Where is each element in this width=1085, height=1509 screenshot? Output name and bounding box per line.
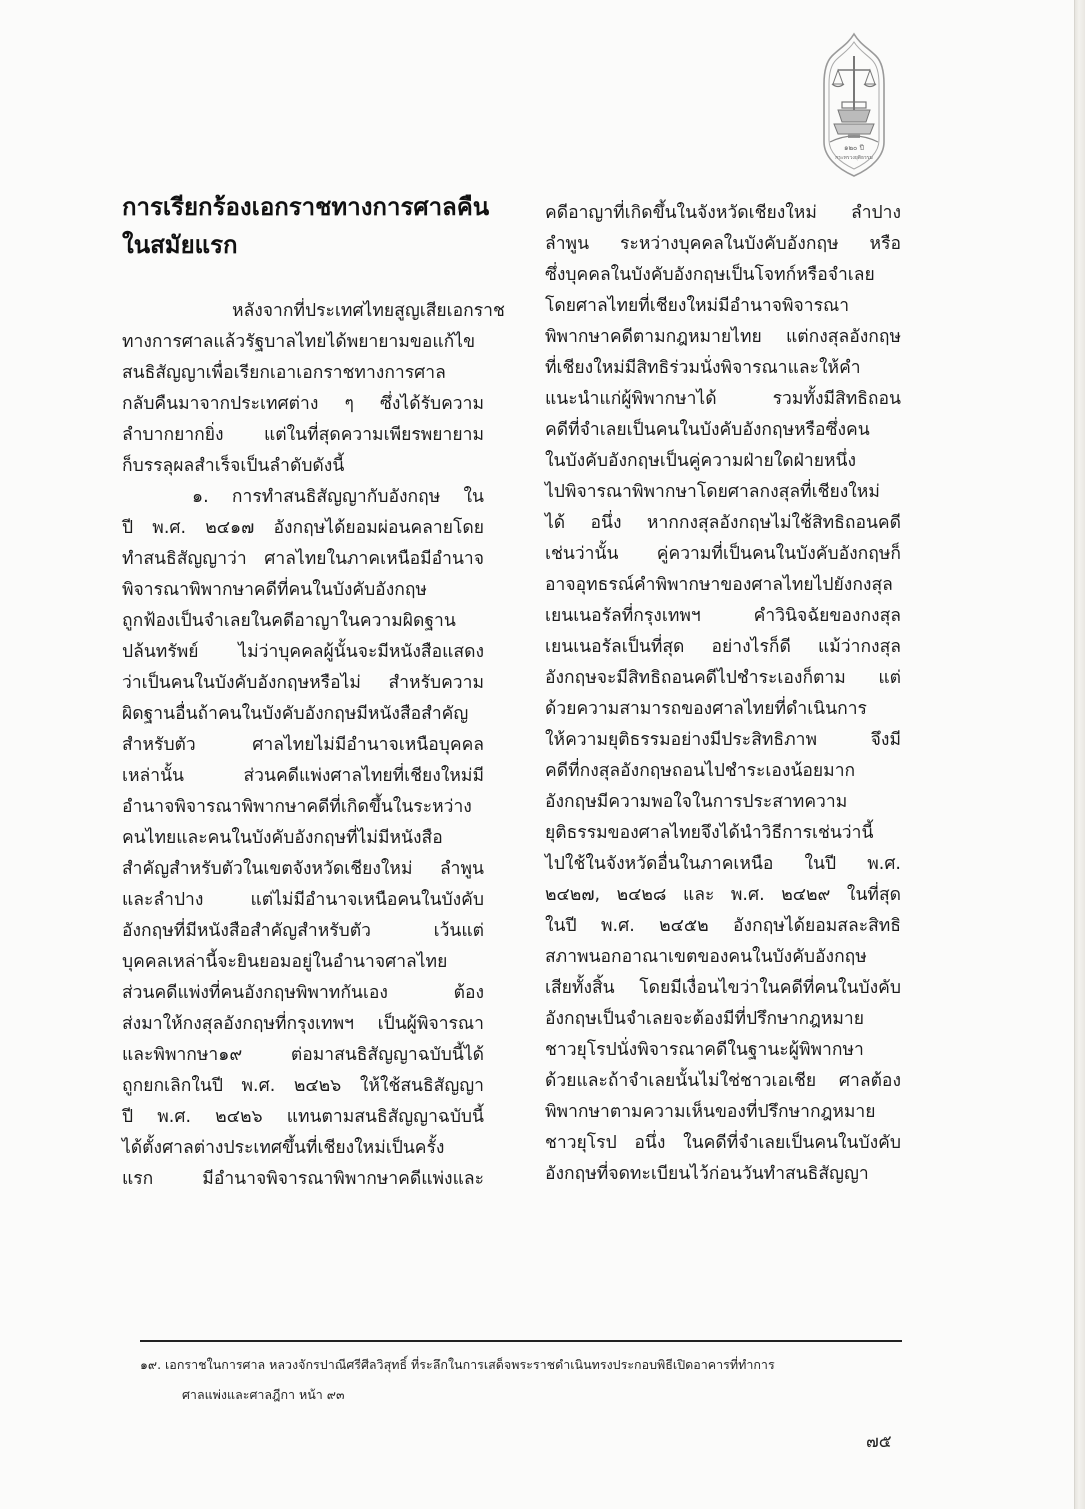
footnote-line-1: ๑๙. เอกราชในการศาล หลวงจักรปาณีศรีศีลวิสุทธิ์ ที่ระลึกในการเสด็จพระราชดำเนินทรงประกอบพิธีเปิดอาคารที่ทำการ <box>140 1357 775 1372</box>
text-line: กลับคืนมาจากประเทศต่าง ๆ ซึ่งได้รับความ <box>122 394 484 414</box>
text-line: โดยศาลไทยที่เชียงใหม่มีอำนาจพิจารณา <box>545 296 850 316</box>
text-line: เช่นว่านั้น คู่ความที่เป็นคนในบังคับอังกฤษก็ <box>545 544 901 564</box>
text-line: สภาพนอกอาณาเขตของคนในบังคับอังกฤษ <box>545 947 867 967</box>
text-line: และพิพากษา๑๙ ต่อมาสนธิสัญญาฉบับนี้ได้ <box>122 1045 484 1065</box>
right-text-column <box>545 198 901 1190</box>
text-line: คดีที่จำเลยเป็นคนในบังคับอังกฤษหรือซึ่งคน <box>545 420 870 440</box>
text-line: ยุติธรรมของศาลไทยจึงได้นำวิธีการเช่นว่านี้ <box>545 823 874 843</box>
text-line: ชาวยุโรป อนึ่ง ในคดีที่จำเลยเป็นคนในบังคับ <box>545 1133 901 1153</box>
footnote-divider <box>140 1340 902 1342</box>
text-line: อาจอุทธรณ์คำพิพากษาของศาลไทยไปยังกงสุล <box>545 575 893 595</box>
text-line: ผิดฐานอื่นถ้าคนในบังคับอังกฤษมีหนังสือสำคัญ <box>122 704 469 724</box>
text-line: ซึ่งบุคคลในบังคับอังกฤษเป็นโจทก์หรือจำเลย <box>545 265 875 285</box>
text-line: อังกฤษที่มีหนังสือสำคัญสำหรับตัว เว้นแต่ <box>122 921 484 941</box>
text-line: คนไทยและคนในบังคับอังกฤษที่ไม่มีหนังสือ <box>122 828 443 848</box>
text-line: ทางการศาลแล้วรัฐบาลไทยได้พยายามขอแก้ไข <box>122 332 476 352</box>
text-line: ส่งมาให้กงสุลอังกฤษที่กรุงเทพฯ เป็นผู้พิจารณา <box>122 1014 484 1034</box>
text-line: ไปพิจารณาพิพากษาโดยศาลกงสุลที่เชียงใหม่ <box>545 482 880 502</box>
text-line: ถูกฟ้องเป็นจำเลยในคดีอาญาในความผิดฐาน <box>122 611 456 631</box>
text-line: ด้วยและถ้าจำเลยนั้นไม่ใช่ชาวเอเชีย ศาลต้อง <box>545 1071 901 1091</box>
text-line: เสียทั้งสิ้น โดยมีเงื่อนไขว่าในคดีที่คนในบังคับ <box>545 978 901 998</box>
text-line: เหล่านั้น ส่วนคดีแพ่งศาลไทยที่เชียงใหม่มี <box>122 766 484 786</box>
text-line: หลังจากที่ประเทศไทยสูญเสียเอกราช <box>232 301 505 321</box>
text-line: ลำพูน ระหว่างบุคคลในบังคับอังกฤษ หรือ <box>545 234 901 254</box>
text-line: พิจารณาพิพากษาคดีที่คนในบังคับอังกฤษ <box>122 580 427 600</box>
text-line: ในปี พ.ศ. ๒๔๕๒ อังกฤษได้ยอมสละสิทธิ <box>545 916 901 936</box>
footnote <box>140 1350 910 1410</box>
svg-text:กระทรวงยุติธรรม: กระทรวงยุติธรรม <box>835 155 873 161</box>
text-line: ๒๔๒๗, ๒๔๒๘ และ พ.ศ. ๒๔๒๙ ในที่สุด <box>545 885 901 905</box>
text-line: ถูกยกเลิกในปี พ.ศ. ๒๔๒๖ ให้ใช้สนธิสัญญา <box>122 1076 484 1096</box>
svg-text:๑๒๐ ปี: ๑๒๐ ปี <box>844 144 864 152</box>
section-title-line-2: ในสมัยแรก <box>122 231 238 259</box>
text-line: อังกฤษจะมีสิทธิถอนคดีไปชำระเองก็ตาม แต่ <box>545 668 901 688</box>
text-line: อังกฤษเป็นจำเลยจะต้องมีที่ปรึกษากฎหมาย <box>545 1009 864 1029</box>
text-line: ชาวยุโรปนั่งพิจารณาคดีในฐานะผู้พิพากษา <box>545 1040 864 1060</box>
text-line: อังกฤษที่จดทะเบียนไว้ก่อนวันทำสนธิสัญญา <box>545 1164 869 1184</box>
page-edge-shadow <box>1074 0 1085 1509</box>
text-line: พิพากษาคดีตามกฎหมายไทย แต่กงสุลอังกฤษ <box>545 327 901 347</box>
text-line: แรก มีอำนาจพิจารณาพิพากษาคดีแพ่งและ <box>122 1169 484 1189</box>
page-number: ๗๕ <box>866 1432 892 1452</box>
text-line: ได้ อนึ่ง หากกงสุลอังกฤษไม่ใช้สิทธิถอนคดี <box>545 513 901 533</box>
text-line: แนะนำแก่ผู้พิพากษาได้ รวมทั้งมีสิทธิถอน <box>545 389 901 409</box>
text-line: ๑. การทำสนธิสัญญากับอังกฤษ ใน <box>192 487 484 507</box>
section-title-line-1: การเรียกร้องเอกราชทางการศาลคืน <box>122 193 490 221</box>
text-line: และลำปาง แต่ไม่มีอำนาจเหนือคนในบังคับ <box>122 890 484 910</box>
text-line: ลำบากยากยิ่ง แต่ในที่สุดความเพียรพยายาม <box>122 425 484 445</box>
text-line: ได้ตั้งศาลต่างประเทศขึ้นที่เชียงใหม่เป็นครั้ง <box>122 1138 445 1158</box>
text-line: ให้ความยุติธรรมอย่างมีประสิทธิภาพ จึงมี <box>545 730 901 750</box>
text-line: สำคัญสำหรับตัวในเขตจังหวัดเชียงใหม่ ลำพูน <box>122 859 484 879</box>
text-line: ส่วนคดีแพ่งที่คนอังกฤษพิพาทกันเอง ต้อง <box>122 983 484 1003</box>
text-line: สนธิสัญญาเพื่อเรียกเอาเอกราชทางการศาล <box>122 363 446 383</box>
footnote-line-2: ศาลแพ่งและศาลฎีกา หน้า ๙๓ <box>182 1387 345 1402</box>
text-line: ปล้นทรัพย์ ไม่ว่าบุคคลผู้นั้นจะมีหนังสือแสดง <box>122 642 484 662</box>
text-line: ปี พ.ศ. ๒๔๑๗ อังกฤษได้ยอมผ่อนคลายโดย <box>122 518 484 538</box>
text-line: อังกฤษมีความพอใจในการประสาทความ <box>545 792 848 812</box>
text-line: ที่เชียงใหม่มีสิทธิร่วมนั่งพิจารณาและให้คำ <box>545 358 861 378</box>
text-line: ด้วยความสามารถของศาลไทยที่ดำเนินการ <box>545 699 867 719</box>
text-line: อำนาจพิจารณาพิพากษาคดีที่เกิดขึ้นในระหว่าง <box>122 797 472 817</box>
text-line: พิพากษาตามความเห็นของที่ปรึกษากฎหมาย <box>545 1102 876 1122</box>
text-line: บุคคลเหล่านี้จะยินยอมอยู่ในอำนาจศาลไทย <box>122 952 448 972</box>
section-title <box>122 188 522 264</box>
text-line: สำหรับตัว ศาลไทยไม่มีอำนาจเหนือบุคคล <box>122 735 484 755</box>
text-line: คดีที่กงสุลอังกฤษถอนไปชำระเองน้อยมาก <box>545 761 856 781</box>
text-line: ก็บรรลุผลสำเร็จเป็นลำดับดังนี้ <box>122 456 345 476</box>
text-line: ไปใช้ในจังหวัดอื่นในภาคเหนือ ในปี พ.ศ. <box>545 854 901 874</box>
text-line: ปี พ.ศ. ๒๔๒๖ แทนตามสนธิสัญญาฉบับนี้ <box>122 1107 484 1127</box>
text-line: ว่าเป็นคนในบังคับอังกฤษหรือไม่ สำหรับความ <box>122 673 484 693</box>
text-line: เยนเนอรัลที่กรุงเทพฯ คำวินิจฉัยของกงสุล <box>545 606 901 626</box>
text-line: ในบังคับอังกฤษเป็นคู่ความฝ่ายใดฝ่ายหนึ่ง <box>545 451 857 471</box>
text-line: ทำสนธิสัญญาว่า ศาลไทยในภาคเหนือมีอำนาจ <box>122 549 484 569</box>
text-line: เยนเนอรัลเป็นที่สุด อย่างไรก็ดี แม้ว่ากงสุล <box>545 637 901 657</box>
text-line: คดีอาญาที่เกิดขึ้นในจังหวัดเชียงใหม่ ลำปาง <box>545 203 901 223</box>
left-text-column <box>122 296 505 1195</box>
ministry-of-justice-emblem-icon <box>818 30 890 180</box>
